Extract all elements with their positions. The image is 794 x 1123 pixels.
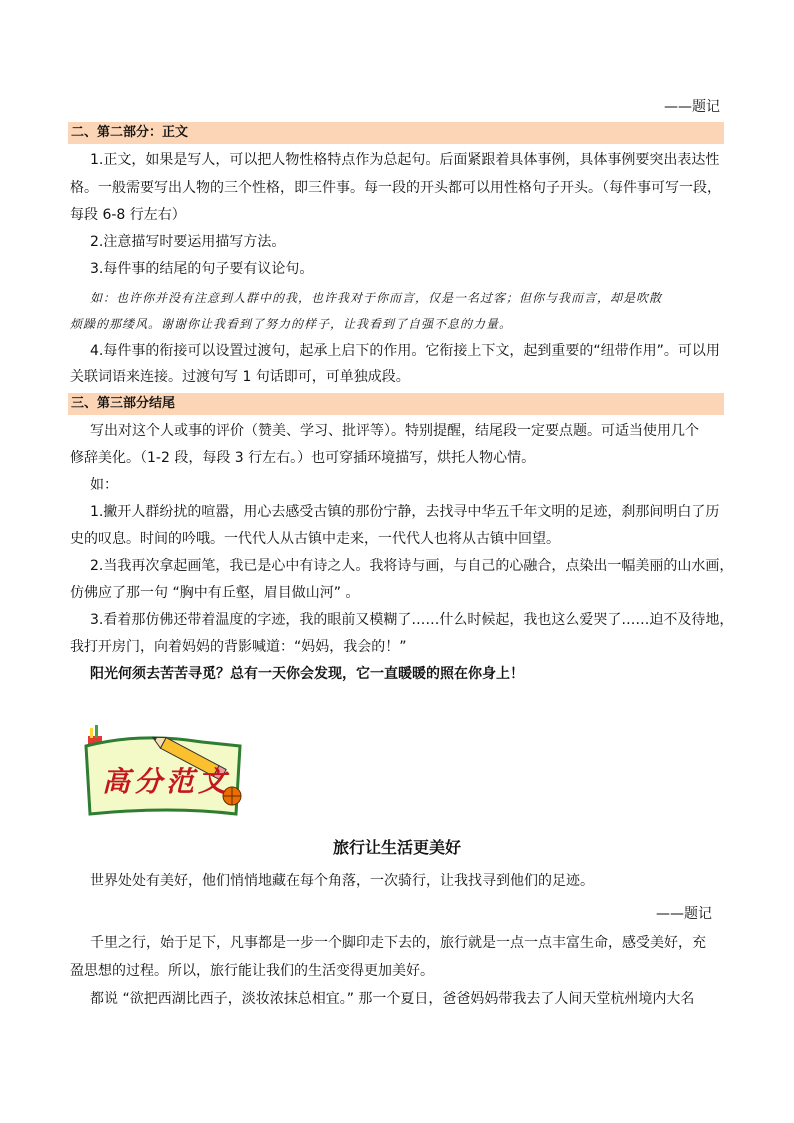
section2-example-line1: 如：也许你并没有注意到人群中的我，也许我对于你而言，仅是一名过客；但你与我而言，却是吹散 [90, 291, 663, 305]
section3-ex3-line1: 3.看着那仿佛还带着温度的字迹，我的眼前又模糊了……什么时候起，我也这么爱哭了……迫不及待地， [90, 612, 734, 628]
section2-p4-line2: 关联词语来连接。过渡句写 1 句话即可，可单独成段。 [70, 369, 410, 385]
essay-p1-line2: 盈思想的过程。所以，旅行能让我们的生活变得更加美好。 [70, 963, 434, 979]
section3-ex2-line1: 2.当我再次拿起画笔，我已是心中有诗之人。我将诗与画，与自己的心融合，点染出一幅美丽的山水画， [90, 558, 734, 574]
essay-p1-line1: 千里之行，始于足下，凡事都是一步一个脚印走下去的，旅行就是一点一点丰富生命，感受美好，充 [90, 935, 706, 951]
section3-ex2-line2: 仿佛应了那一句 “胸中有丘壑，眉目做山河” 。 [70, 585, 360, 601]
section2-p3: 3.每件事的结尾的句子要有议论句。 [90, 261, 314, 277]
section2-p1-line2: 格。一般需要写出人物的三个性格，即三件事。每一段的开头都可以用性格句子开头。（每件事可写一段， [70, 180, 721, 196]
signature-top: ——题记 [664, 99, 720, 115]
essay-signature: ——题记 [656, 906, 712, 922]
section3-ex3-line2: 我打开房门，向着妈妈的背影喊道：“妈妈，我会的！” [70, 639, 407, 655]
section2-p4-line1: 4.每件事的衔接可以设置过渡句，起承上启下的作用。它衔接上下文，起到重要的“纽带作用”。可以用 [90, 343, 720, 359]
section2-header: 二、第二部分：正文 [71, 125, 189, 140]
section3-p1-line2: 修辞美化。（1-2 段，每段 3 行左右。）也可穿插环境描写，烘托人物心情。 [70, 450, 536, 466]
section3-ex1-line1: 1.撇开人群纷扰的喧嚣，用心去感受古镇的那份宁静，去找寻中华五千年文明的足迹，刹那间明白了历 [90, 504, 720, 520]
essay-intro: 世界处处有美好，他们悄悄地藏在每个角落，一次骑行，让我找寻到他们的足迹。 [90, 873, 594, 889]
section3-ru: 如： [90, 477, 118, 493]
section2-example-line2: 烦躁的那缕风。谢谢你让我看到了努力的样子，让我看到了自强不息的力量。 [70, 317, 513, 331]
section3-closing: 阳光何须去苦苦寻觅？总有一天你会发现，它一直暖暖的照在你身上！ [90, 666, 524, 682]
section2-p1-line3: 每段 6-8 行左右） [70, 207, 186, 223]
high-score-essay-logo [80, 722, 248, 820]
section3-p1-line1: 写出对这个人或事的评价（赞美、学习、批评等）。特别提醒，结尾段一定要点题。可适当使用几个 [90, 423, 699, 439]
section2-header-band [68, 122, 724, 144]
section3-header-band [68, 393, 724, 415]
section3-header: 三、第三部分结尾 [71, 396, 176, 411]
logo-text: 高分范文 [102, 765, 231, 798]
essay-p2-line1: 都说 “欲把西湖比西子，淡妆浓抹总相宜。” 那一个夏日，爸爸妈妈带我去了人间天堂杭州境内大名 [90, 991, 695, 1007]
section3-ex1-line2: 史的叹息。时间的吟哦。一代代人从古镇中走来，一代代人也将从古镇中回望。 [70, 531, 560, 547]
section2-p2: 2.注意描写时要运用描写方法。 [90, 234, 286, 250]
section2-p1-line1: 1.正文，如果是写人，可以把人物性格特点作为总起句。后面紧跟着具体事例，具体事例要突出表达性 [90, 152, 720, 168]
essay-title: 旅行让生活更美好 [332, 838, 461, 857]
